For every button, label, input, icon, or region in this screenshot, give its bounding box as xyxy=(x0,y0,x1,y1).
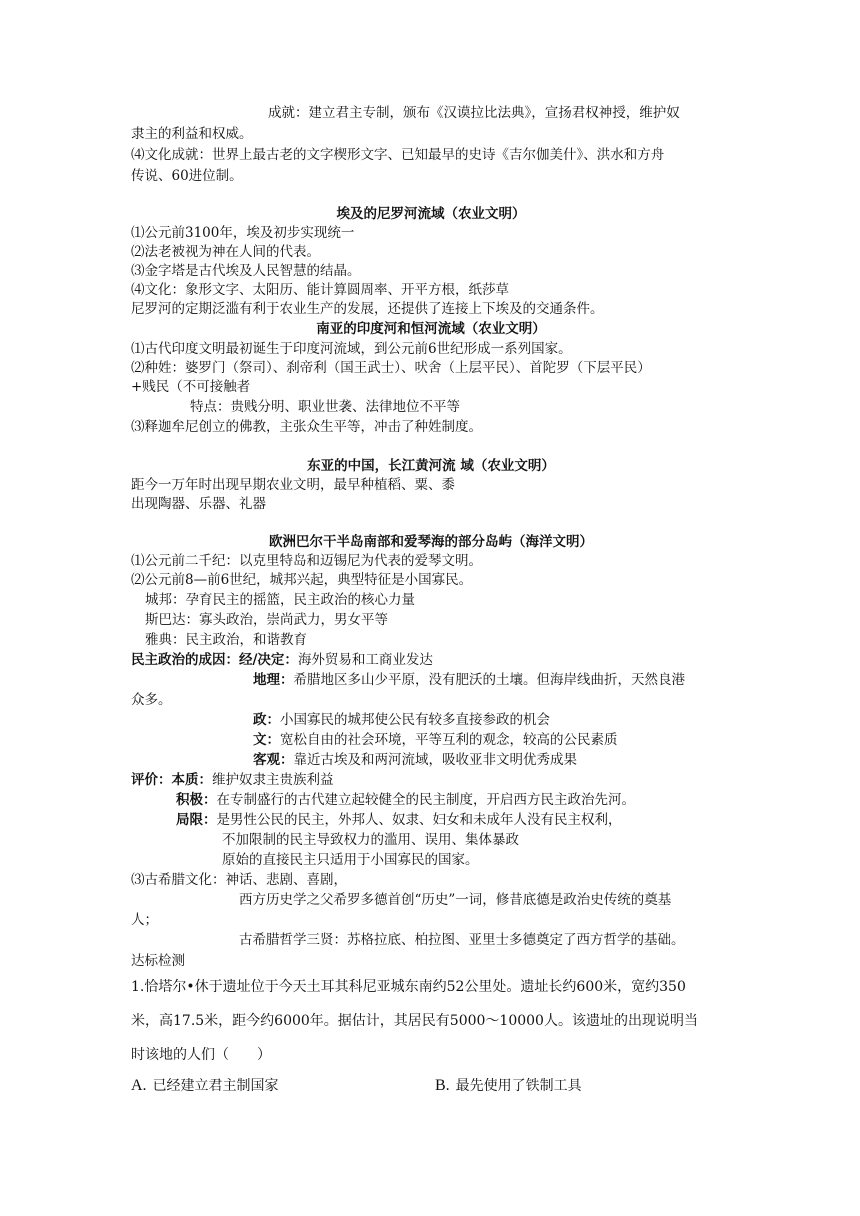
india-item: +贱民（不可接触者 xyxy=(131,379,251,395)
china-item: 距今一万年时出现早期农业文明，最早种植稻、粟、黍 xyxy=(131,477,455,493)
india-item: ⑶释迦牟尼创立的佛教，主张众生平等，冲击了种姓制度。 xyxy=(131,419,482,435)
pos-text: 在专制盛行的古代建立起较健全的民主制度，开启西方民主政治先河。 xyxy=(216,792,635,808)
india-item: ⑴古代印度文明最初诞生于印度河流域，到公元前6世纪形成一系列国家。 xyxy=(131,341,572,357)
lim-label: 局限： xyxy=(176,812,217,828)
geo-line-2: 众多。 xyxy=(131,692,172,708)
egypt-item: ⑶金字塔是古代埃及人民智慧的结晶。 xyxy=(131,263,361,279)
pos-label: 积极： xyxy=(176,792,217,808)
greece-item: 城邦：孕育民主的摇篮，民主政治的核心力量 xyxy=(145,592,415,608)
evaluation-line xyxy=(131,771,731,790)
pol-text: 小国寡民的城邦使公民有较多直接参政的机会 xyxy=(280,712,550,728)
egypt-item: 尼罗河的定期泛滥有利于农业生产的发展，还提供了连接上下埃及的交通条件。 xyxy=(131,301,604,317)
option-b[interactable] xyxy=(435,1076,582,1096)
pol-line xyxy=(253,711,853,730)
option-a-letter: A. xyxy=(131,1077,147,1094)
india-item: ⑵种姓：婆罗门（祭司）、刹帝利（国王武士）、吠舍（上层平民）、首陀罗（下层平民） xyxy=(131,360,651,376)
india-heading: 南亚的印度河和恒河流域（农业文明） xyxy=(316,321,546,337)
egypt-item: ⑵法老被视为神在人间的代表。 xyxy=(131,244,320,260)
culture-line-1: ⑷文化成就：世界上最古老的文字楔形文字、已知最早的史诗《吉尔伽美什》、洪水和方舟 xyxy=(131,147,665,163)
limitation-line-2: 不加限制的民主导致权力的滥用、误用、集体暴政 xyxy=(222,832,519,848)
lim-text: 是男性公民的民主，外邦人、奴隶、妇女和未成年人没有民主权利， xyxy=(216,812,622,828)
greece-item: ⑴公元前二千纪：以克里特岛和迈锡尼为代表的爱琴文明。 xyxy=(131,553,482,569)
positive-line xyxy=(176,791,776,810)
cul-label: 文： xyxy=(253,732,280,748)
greece-heading: 欧洲巴尔干半岛南部和爱琴海的部分岛屿（海洋文明） xyxy=(269,534,593,550)
obj-label: 客观： xyxy=(253,752,294,768)
democracy-causes-line xyxy=(131,651,731,670)
geo-line xyxy=(253,671,738,690)
greece-item: ⑵公元前8—前6世纪，城邦兴起，典型特征是小国寡民。 xyxy=(131,572,473,588)
achievement-line-1: 成就：建立君主专制，颁布《汉谟拉比法典》，宣扬君权神授，维护奴 xyxy=(268,105,680,121)
greece-item: 斯巴达：寡头政治，崇尚武力，男女平等 xyxy=(145,612,388,628)
causes-label: 民主政治的成因：经/决定： xyxy=(131,652,298,668)
egypt-item: ⑴公元前3100年，埃及初步实现统一 xyxy=(131,225,355,241)
question-1-line-1: 1.恰塔尔•休于遗址位于今天土耳其科尼亚城东南约52公里处。遗址长约600米，宽约350 xyxy=(131,979,686,995)
eval-label: 评价：本质： xyxy=(131,772,212,788)
geo-label: 地理： xyxy=(253,672,294,688)
china-heading: 东亚的中国，长江黄河流 域（农业文明） xyxy=(307,458,555,474)
greek-culture-line: ⑶古希腊文化：神话、悲剧、喜剧， xyxy=(131,872,347,888)
greece-item: 雅典：民主政治，和谐教育 xyxy=(145,632,307,648)
pol-label: 政： xyxy=(253,712,280,728)
causes-econ: 海外贸易和工商业发达 xyxy=(297,652,433,668)
egypt-heading: 埃及的尼罗河流域（农业文明） xyxy=(336,206,526,222)
option-a-text: 已经建立君主制国家 xyxy=(152,1078,279,1094)
geo-text: 希腊地区多山少平原，没有肥沃的土壤。但海岸线曲折，天然良港 xyxy=(293,672,685,688)
cul-text: 宽松自由的社会环境，平等互利的观念，较高的公民素质 xyxy=(280,732,618,748)
eval-essence: 维护奴隶主贵族利益 xyxy=(212,772,334,788)
option-a[interactable] xyxy=(131,1076,279,1096)
obj-line xyxy=(253,751,853,770)
achievement-line-2: 隶主的利益和权威。 xyxy=(131,126,253,142)
option-b-text: 最先使用了铁制工具 xyxy=(455,1078,582,1094)
history-line-2: 人； xyxy=(131,912,158,928)
egypt-item: ⑷文化：象形文字、太阳历、能计算圆周率、开平方根，纸莎草 xyxy=(131,282,509,298)
limitation-line-3: 原始的直接民主只适用于小国寡民的国家。 xyxy=(222,852,479,868)
exercise-title: 达标检测 xyxy=(131,953,185,969)
obj-text: 靠近古埃及和两河流域，吸收亚非文明优秀成果 xyxy=(293,752,577,768)
india-item: 特点：贵贱分明、职业世袭、法律地位不平等 xyxy=(190,399,460,415)
culture-line-2: 传说、60进位制。 xyxy=(131,168,243,184)
question-1-line-3: 时该地的人们（ ） xyxy=(131,1047,271,1063)
philosophy-line: 古希腊哲学三贤：苏格拉底、柏拉图、亚里士多德奠定了西方哲学的基础。 xyxy=(239,932,685,948)
china-item: 出现陶器、乐器、礼器 xyxy=(131,496,266,512)
question-1-line-2: 米，高17.5米，距今约6000年。据估计，其居民有5000～10000人。该遗址的出现说明当 xyxy=(131,1013,698,1029)
cul-line xyxy=(253,731,853,750)
limitation-line xyxy=(176,811,776,830)
option-b-letter: B. xyxy=(435,1077,450,1094)
history-line-1: 西方历史学之父希罗多德首创“历史”一词，修昔底德是政治史传统的奠基 xyxy=(239,892,672,908)
